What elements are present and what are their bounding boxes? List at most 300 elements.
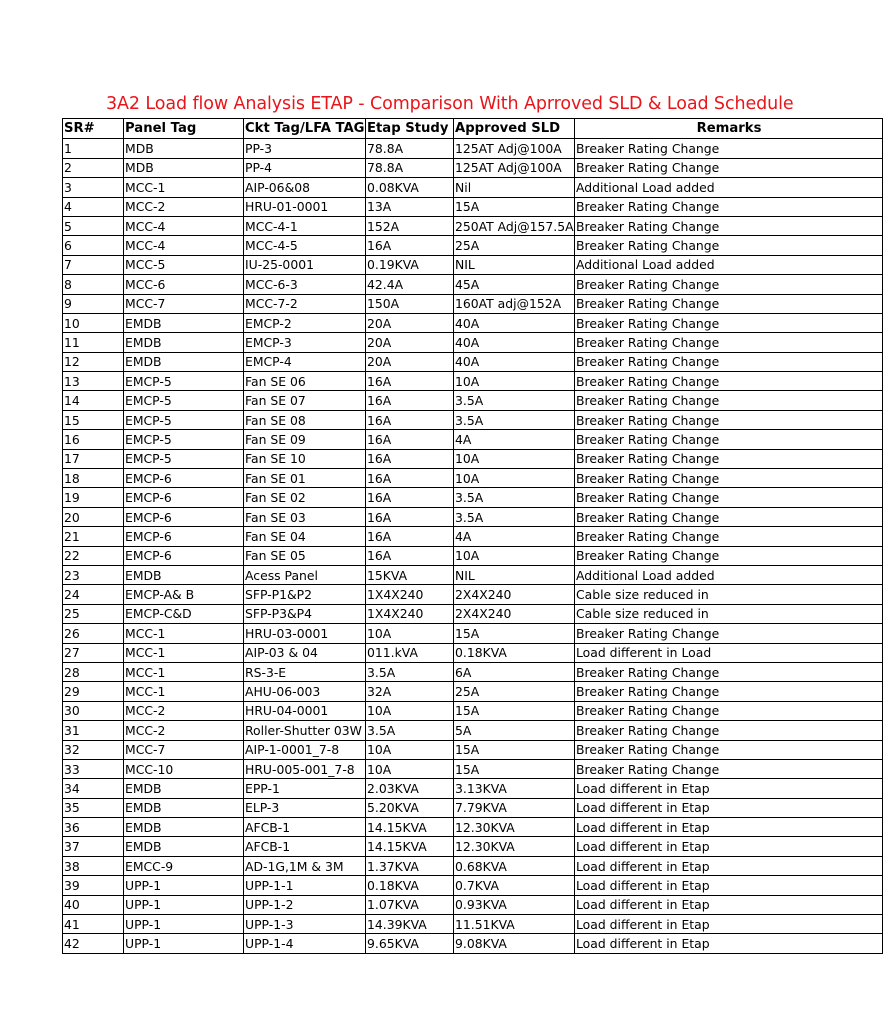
cell-panel-tag: UPP-1 — [124, 876, 244, 895]
cell-etap-study: 16A — [366, 410, 454, 429]
cell-remarks: Breaker Rating Change — [575, 391, 883, 410]
cell-approved-sld: 250AT Adj@157.5A — [454, 216, 575, 235]
cell-remarks: Load different in Etap — [575, 798, 883, 817]
comparison-sheet — [62, 118, 762, 954]
cell-panel-tag: EMCP-5 — [124, 449, 244, 468]
cell-sr: 19 — [63, 488, 124, 507]
cell-sr: 4 — [63, 197, 124, 216]
cell-sr: 34 — [63, 779, 124, 798]
cell-panel-tag: EMCP-5 — [124, 430, 244, 449]
cell-panel-tag: MDB — [124, 158, 244, 177]
cell-approved-sld: 2X4X240 — [454, 585, 575, 604]
table-row — [63, 740, 883, 759]
cell-remarks: Breaker Rating Change — [575, 294, 883, 313]
cell-ckt-tag: SFP-P1&P2 — [244, 585, 366, 604]
cell-remarks: Breaker Rating Change — [575, 701, 883, 720]
table-row — [63, 139, 883, 158]
cell-approved-sld: 10A — [454, 546, 575, 565]
table-row — [63, 721, 883, 740]
table-row — [63, 391, 883, 410]
cell-approved-sld: 3.5A — [454, 507, 575, 526]
cell-sr: 32 — [63, 740, 124, 759]
cell-panel-tag: MCC-6 — [124, 275, 244, 294]
cell-sr: 12 — [63, 352, 124, 371]
cell-panel-tag: UPP-1 — [124, 895, 244, 914]
cell-remarks: Breaker Rating Change — [575, 469, 883, 488]
cell-panel-tag: EMCP-6 — [124, 488, 244, 507]
cell-approved-sld: 25A — [454, 236, 575, 255]
cell-etap-study: 9.65KVA — [366, 934, 454, 953]
cell-panel-tag: EMCP-6 — [124, 527, 244, 546]
cell-ckt-tag: AHU-06-003 — [244, 682, 366, 701]
cell-sr: 29 — [63, 682, 124, 701]
cell-panel-tag: MCC-7 — [124, 294, 244, 313]
cell-approved-sld: NIL — [454, 255, 575, 274]
cell-ckt-tag: Fan SE 09 — [244, 430, 366, 449]
cell-panel-tag: MCC-2 — [124, 701, 244, 720]
cell-approved-sld: 11.51KVA — [454, 915, 575, 934]
cell-remarks: Breaker Rating Change — [575, 158, 883, 177]
cell-remarks: Breaker Rating Change — [575, 488, 883, 507]
table-row — [63, 546, 883, 565]
cell-approved-sld: 15A — [454, 197, 575, 216]
cell-approved-sld: 15A — [454, 759, 575, 778]
cell-etap-study: 16A — [366, 527, 454, 546]
cell-remarks: Breaker Rating Change — [575, 507, 883, 526]
cell-remarks: Load different in Etap — [575, 818, 883, 837]
cell-etap-study: 10A — [366, 759, 454, 778]
cell-sr: 6 — [63, 236, 124, 255]
cell-remarks: Load different in Etap — [575, 895, 883, 914]
cell-etap-study: 42.4A — [366, 275, 454, 294]
cell-etap-study: 10A — [366, 701, 454, 720]
cell-sr: 3 — [63, 178, 124, 197]
cell-ckt-tag: EMCP-4 — [244, 352, 366, 371]
table-row — [63, 158, 883, 177]
cell-panel-tag: EMDB — [124, 818, 244, 837]
cell-panel-tag: EMDB — [124, 565, 244, 584]
table-row — [63, 294, 883, 313]
header-remarks: Remarks — [575, 119, 883, 139]
table-row — [63, 682, 883, 701]
table-row — [63, 410, 883, 429]
header-etap-study: Etap Study — [366, 119, 454, 139]
cell-etap-study: 20A — [366, 352, 454, 371]
cell-etap-study: 20A — [366, 313, 454, 332]
cell-panel-tag: MCC-10 — [124, 759, 244, 778]
cell-ckt-tag: UPP-1-3 — [244, 915, 366, 934]
table-row — [63, 837, 883, 856]
table-row — [63, 662, 883, 681]
cell-etap-study: 16A — [366, 372, 454, 391]
cell-ckt-tag: HRU-01-0001 — [244, 197, 366, 216]
cell-sr: 14 — [63, 391, 124, 410]
cell-approved-sld: 3.5A — [454, 488, 575, 507]
cell-etap-study: 20A — [366, 333, 454, 352]
cell-sr: 8 — [63, 275, 124, 294]
table-row — [63, 624, 883, 643]
cell-panel-tag: MCC-4 — [124, 216, 244, 235]
cell-approved-sld: 4A — [454, 527, 575, 546]
cell-sr: 23 — [63, 565, 124, 584]
cell-ckt-tag: HRU-03-0001 — [244, 624, 366, 643]
cell-ckt-tag: HRU-005-001_7-8 — [244, 759, 366, 778]
cell-approved-sld: 40A — [454, 333, 575, 352]
cell-sr: 10 — [63, 313, 124, 332]
cell-panel-tag: MCC-4 — [124, 236, 244, 255]
cell-ckt-tag: Fan SE 06 — [244, 372, 366, 391]
cell-panel-tag: MCC-2 — [124, 721, 244, 740]
cell-remarks: Breaker Rating Change — [575, 275, 883, 294]
cell-sr: 31 — [63, 721, 124, 740]
table-row — [63, 255, 883, 274]
cell-sr: 11 — [63, 333, 124, 352]
cell-etap-study: 1.07KVA — [366, 895, 454, 914]
cell-approved-sld: 3.13KVA — [454, 779, 575, 798]
cell-approved-sld: 0.7KVA — [454, 876, 575, 895]
cell-etap-study: 152A — [366, 216, 454, 235]
cell-sr: 25 — [63, 604, 124, 623]
cell-ckt-tag: Fan SE 07 — [244, 391, 366, 410]
cell-sr: 40 — [63, 895, 124, 914]
cell-panel-tag: EMCP-C&D — [124, 604, 244, 623]
cell-approved-sld: 7.79KVA — [454, 798, 575, 817]
cell-remarks: Breaker Rating Change — [575, 197, 883, 216]
cell-etap-study: 16A — [366, 391, 454, 410]
cell-remarks: Breaker Rating Change — [575, 721, 883, 740]
cell-approved-sld: 40A — [454, 352, 575, 371]
table-row — [63, 178, 883, 197]
cell-etap-study: 10A — [366, 740, 454, 759]
cell-sr: 5 — [63, 216, 124, 235]
cell-etap-study: 16A — [366, 449, 454, 468]
cell-panel-tag: EMCP-5 — [124, 391, 244, 410]
cell-approved-sld: 125AT Adj@100A — [454, 139, 575, 158]
cell-etap-study: 13A — [366, 197, 454, 216]
cell-ckt-tag: MCC-7-2 — [244, 294, 366, 313]
cell-sr: 9 — [63, 294, 124, 313]
cell-panel-tag: EMDB — [124, 837, 244, 856]
cell-etap-study: 10A — [366, 624, 454, 643]
cell-sr: 21 — [63, 527, 124, 546]
cell-approved-sld: 6A — [454, 662, 575, 681]
cell-etap-study: 16A — [366, 488, 454, 507]
cell-ckt-tag: Fan SE 04 — [244, 527, 366, 546]
table-row — [63, 701, 883, 720]
cell-panel-tag: MCC-5 — [124, 255, 244, 274]
cell-remarks: Load different in Etap — [575, 915, 883, 934]
table-row — [63, 779, 883, 798]
cell-sr: 17 — [63, 449, 124, 468]
cell-panel-tag: EMDB — [124, 313, 244, 332]
table-row — [63, 507, 883, 526]
cell-remarks: Breaker Rating Change — [575, 740, 883, 759]
cell-approved-sld: 10A — [454, 372, 575, 391]
cell-ckt-tag: AIP-03 & 04 — [244, 643, 366, 662]
cell-ckt-tag: Fan SE 08 — [244, 410, 366, 429]
cell-approved-sld: 25A — [454, 682, 575, 701]
cell-panel-tag: MCC-2 — [124, 197, 244, 216]
table-row — [63, 818, 883, 837]
cell-approved-sld: 45A — [454, 275, 575, 294]
cell-remarks: Breaker Rating Change — [575, 682, 883, 701]
cell-approved-sld: 15A — [454, 701, 575, 720]
table-row — [63, 759, 883, 778]
cell-approved-sld: 10A — [454, 449, 575, 468]
cell-etap-study: 14.39KVA — [366, 915, 454, 934]
cell-ckt-tag: PP-4 — [244, 158, 366, 177]
cell-etap-study: 011.kVA — [366, 643, 454, 662]
table-row — [63, 488, 883, 507]
table-row — [63, 216, 883, 235]
cell-remarks: Breaker Rating Change — [575, 662, 883, 681]
cell-remarks: Breaker Rating Change — [575, 430, 883, 449]
cell-sr: 26 — [63, 624, 124, 643]
cell-remarks: Breaker Rating Change — [575, 236, 883, 255]
cell-remarks: Load different in Etap — [575, 934, 883, 953]
cell-sr: 15 — [63, 410, 124, 429]
cell-sr: 13 — [63, 372, 124, 391]
cell-panel-tag: MCC-1 — [124, 624, 244, 643]
cell-etap-study: 1X4X240 — [366, 585, 454, 604]
cell-etap-study: 1X4X240 — [366, 604, 454, 623]
cell-panel-tag: EMDB — [124, 779, 244, 798]
cell-remarks: Breaker Rating Change — [575, 410, 883, 429]
cell-etap-study: 15KVA — [366, 565, 454, 584]
cell-panel-tag: UPP-1 — [124, 934, 244, 953]
table-row — [63, 469, 883, 488]
cell-ckt-tag: UPP-1-1 — [244, 876, 366, 895]
cell-approved-sld: NIL — [454, 565, 575, 584]
table-row — [63, 372, 883, 391]
cell-panel-tag: EMCP-A& B — [124, 585, 244, 604]
cell-ckt-tag: EMCP-3 — [244, 333, 366, 352]
cell-etap-study: 1.37KVA — [366, 856, 454, 875]
cell-ckt-tag: SFP-P3&P4 — [244, 604, 366, 623]
cell-sr: 41 — [63, 915, 124, 934]
table-row — [63, 197, 883, 216]
table-row — [63, 856, 883, 875]
cell-panel-tag: UPP-1 — [124, 915, 244, 934]
table-row — [63, 275, 883, 294]
cell-remarks: Breaker Rating Change — [575, 313, 883, 332]
cell-sr: 30 — [63, 701, 124, 720]
cell-ckt-tag: EPP-1 — [244, 779, 366, 798]
cell-ckt-tag: Acess Panel — [244, 565, 366, 584]
cell-remarks: Breaker Rating Change — [575, 139, 883, 158]
table-row — [63, 333, 883, 352]
cell-panel-tag: MCC-1 — [124, 178, 244, 197]
cell-remarks: Breaker Rating Change — [575, 624, 883, 643]
cell-ckt-tag: AIP-1-0001_7-8 — [244, 740, 366, 759]
cell-sr: 37 — [63, 837, 124, 856]
cell-sr: 24 — [63, 585, 124, 604]
cell-remarks: Breaker Rating Change — [575, 449, 883, 468]
cell-remarks: Cable size reduced in — [575, 604, 883, 623]
cell-sr: 42 — [63, 934, 124, 953]
cell-remarks: Load different in Load — [575, 643, 883, 662]
cell-etap-study: 16A — [366, 507, 454, 526]
cell-ckt-tag: Fan SE 02 — [244, 488, 366, 507]
cell-ckt-tag: PP-3 — [244, 139, 366, 158]
cell-ckt-tag: MCC-4-1 — [244, 216, 366, 235]
cell-sr: 22 — [63, 546, 124, 565]
cell-panel-tag: EMDB — [124, 352, 244, 371]
cell-remarks: Load different in Etap — [575, 856, 883, 875]
cell-etap-study: 0.08KVA — [366, 178, 454, 197]
table-row — [63, 643, 883, 662]
cell-approved-sld: Nil — [454, 178, 575, 197]
cell-approved-sld: 3.5A — [454, 391, 575, 410]
cell-etap-study: 16A — [366, 236, 454, 255]
cell-panel-tag: MCC-1 — [124, 662, 244, 681]
cell-remarks: Additional Load added — [575, 178, 883, 197]
cell-ckt-tag: UPP-1-2 — [244, 895, 366, 914]
cell-ckt-tag: AFCB-1 — [244, 837, 366, 856]
table-row — [63, 798, 883, 817]
cell-ckt-tag: Fan SE 03 — [244, 507, 366, 526]
cell-sr: 38 — [63, 856, 124, 875]
table-row — [63, 604, 883, 623]
cell-remarks: Breaker Rating Change — [575, 759, 883, 778]
cell-sr: 35 — [63, 798, 124, 817]
cell-sr: 7 — [63, 255, 124, 274]
cell-approved-sld: 15A — [454, 740, 575, 759]
cell-ckt-tag: AIP-06&08 — [244, 178, 366, 197]
cell-panel-tag: MCC-7 — [124, 740, 244, 759]
cell-ckt-tag: Roller-Shutter 03W — [244, 721, 366, 740]
cell-approved-sld: 4A — [454, 430, 575, 449]
cell-etap-study: 16A — [366, 430, 454, 449]
cell-approved-sld: 3.5A — [454, 410, 575, 429]
cell-sr: 2 — [63, 158, 124, 177]
table-row — [63, 236, 883, 255]
table-row — [63, 876, 883, 895]
header-sr: SR# — [63, 119, 124, 139]
cell-approved-sld: 0.93KVA — [454, 895, 575, 914]
cell-remarks: Cable size reduced in — [575, 585, 883, 604]
cell-etap-study: 3.5A — [366, 721, 454, 740]
cell-etap-study: 0.19KVA — [366, 255, 454, 274]
cell-panel-tag: EMCP-5 — [124, 372, 244, 391]
cell-ckt-tag: MCC-6-3 — [244, 275, 366, 294]
cell-sr: 36 — [63, 818, 124, 837]
table-row — [63, 895, 883, 914]
cell-etap-study: 0.18KVA — [366, 876, 454, 895]
cell-remarks: Load different in Etap — [575, 779, 883, 798]
cell-approved-sld: 0.18KVA — [454, 643, 575, 662]
cell-panel-tag: EMDB — [124, 798, 244, 817]
cell-sr: 1 — [63, 139, 124, 158]
cell-etap-study: 14.15KVA — [366, 837, 454, 856]
cell-panel-tag: EMCP-5 — [124, 410, 244, 429]
cell-remarks: Breaker Rating Change — [575, 216, 883, 235]
cell-remarks: Additional Load added — [575, 255, 883, 274]
cell-approved-sld: 125AT Adj@100A — [454, 158, 575, 177]
header-row — [63, 119, 883, 139]
cell-remarks: Breaker Rating Change — [575, 352, 883, 371]
table-row — [63, 527, 883, 546]
table-row — [63, 430, 883, 449]
cell-approved-sld: 5A — [454, 721, 575, 740]
cell-ckt-tag: Fan SE 05 — [244, 546, 366, 565]
cell-approved-sld: 40A — [454, 313, 575, 332]
cell-ckt-tag: IU-25-0001 — [244, 255, 366, 274]
cell-sr: 18 — [63, 469, 124, 488]
cell-approved-sld: 9.08KVA — [454, 934, 575, 953]
cell-ckt-tag: EMCP-2 — [244, 313, 366, 332]
cell-sr: 20 — [63, 507, 124, 526]
cell-approved-sld: 10A — [454, 469, 575, 488]
cell-etap-study: 78.8A — [366, 158, 454, 177]
cell-panel-tag: EMCP-6 — [124, 546, 244, 565]
cell-ckt-tag: RS-3-E — [244, 662, 366, 681]
header-approved-sld: Approved SLD — [454, 119, 575, 139]
cell-ckt-tag: ELP-3 — [244, 798, 366, 817]
cell-etap-study: 3.5A — [366, 662, 454, 681]
table-body — [63, 139, 883, 953]
cell-ckt-tag: Fan SE 01 — [244, 469, 366, 488]
cell-panel-tag: MCC-1 — [124, 682, 244, 701]
cell-approved-sld: 2X4X240 — [454, 604, 575, 623]
cell-approved-sld: 160AT adj@152A — [454, 294, 575, 313]
cell-etap-study: 5.20KVA — [366, 798, 454, 817]
cell-etap-study: 16A — [366, 469, 454, 488]
cell-ckt-tag: HRU-04-0001 — [244, 701, 366, 720]
cell-etap-study: 14.15KVA — [366, 818, 454, 837]
table-row — [63, 352, 883, 371]
cell-etap-study: 2.03KVA — [366, 779, 454, 798]
table-row — [63, 449, 883, 468]
comparison-table — [62, 118, 883, 954]
cell-remarks: Breaker Rating Change — [575, 546, 883, 565]
cell-etap-study: 78.8A — [366, 139, 454, 158]
cell-remarks: Load different in Etap — [575, 876, 883, 895]
cell-panel-tag: EMCC-9 — [124, 856, 244, 875]
cell-ckt-tag: MCC-4-5 — [244, 236, 366, 255]
cell-panel-tag: MDB — [124, 139, 244, 158]
cell-remarks: Additional Load added — [575, 565, 883, 584]
cell-ckt-tag: UPP-1-4 — [244, 934, 366, 953]
cell-panel-tag: MCC-1 — [124, 643, 244, 662]
table-row — [63, 565, 883, 584]
cell-etap-study: 16A — [366, 546, 454, 565]
cell-panel-tag: EMCP-6 — [124, 507, 244, 526]
cell-sr: 28 — [63, 662, 124, 681]
cell-approved-sld: 0.68KVA — [454, 856, 575, 875]
cell-etap-study: 32A — [366, 682, 454, 701]
cell-approved-sld: 15A — [454, 624, 575, 643]
cell-remarks: Breaker Rating Change — [575, 333, 883, 352]
header-ckt-tag: Ckt Tag/LFA TAG — [244, 119, 366, 139]
page-title: 3A2 Load flow Analysis ETAP - Comparison With Aprroved SLD & Load Schedule — [106, 94, 794, 114]
cell-ckt-tag: AD-1G,1M & 3M — [244, 856, 366, 875]
cell-sr: 27 — [63, 643, 124, 662]
cell-etap-study: 150A — [366, 294, 454, 313]
table-row — [63, 934, 883, 953]
cell-sr: 16 — [63, 430, 124, 449]
cell-panel-tag: EMCP-6 — [124, 469, 244, 488]
cell-ckt-tag: AFCB-1 — [244, 818, 366, 837]
header-panel-tag: Panel Tag — [124, 119, 244, 139]
table-row — [63, 915, 883, 934]
table-row — [63, 313, 883, 332]
cell-approved-sld: 12.30KVA — [454, 818, 575, 837]
cell-ckt-tag: Fan SE 10 — [244, 449, 366, 468]
cell-remarks: Breaker Rating Change — [575, 527, 883, 546]
cell-sr: 39 — [63, 876, 124, 895]
cell-remarks: Breaker Rating Change — [575, 372, 883, 391]
